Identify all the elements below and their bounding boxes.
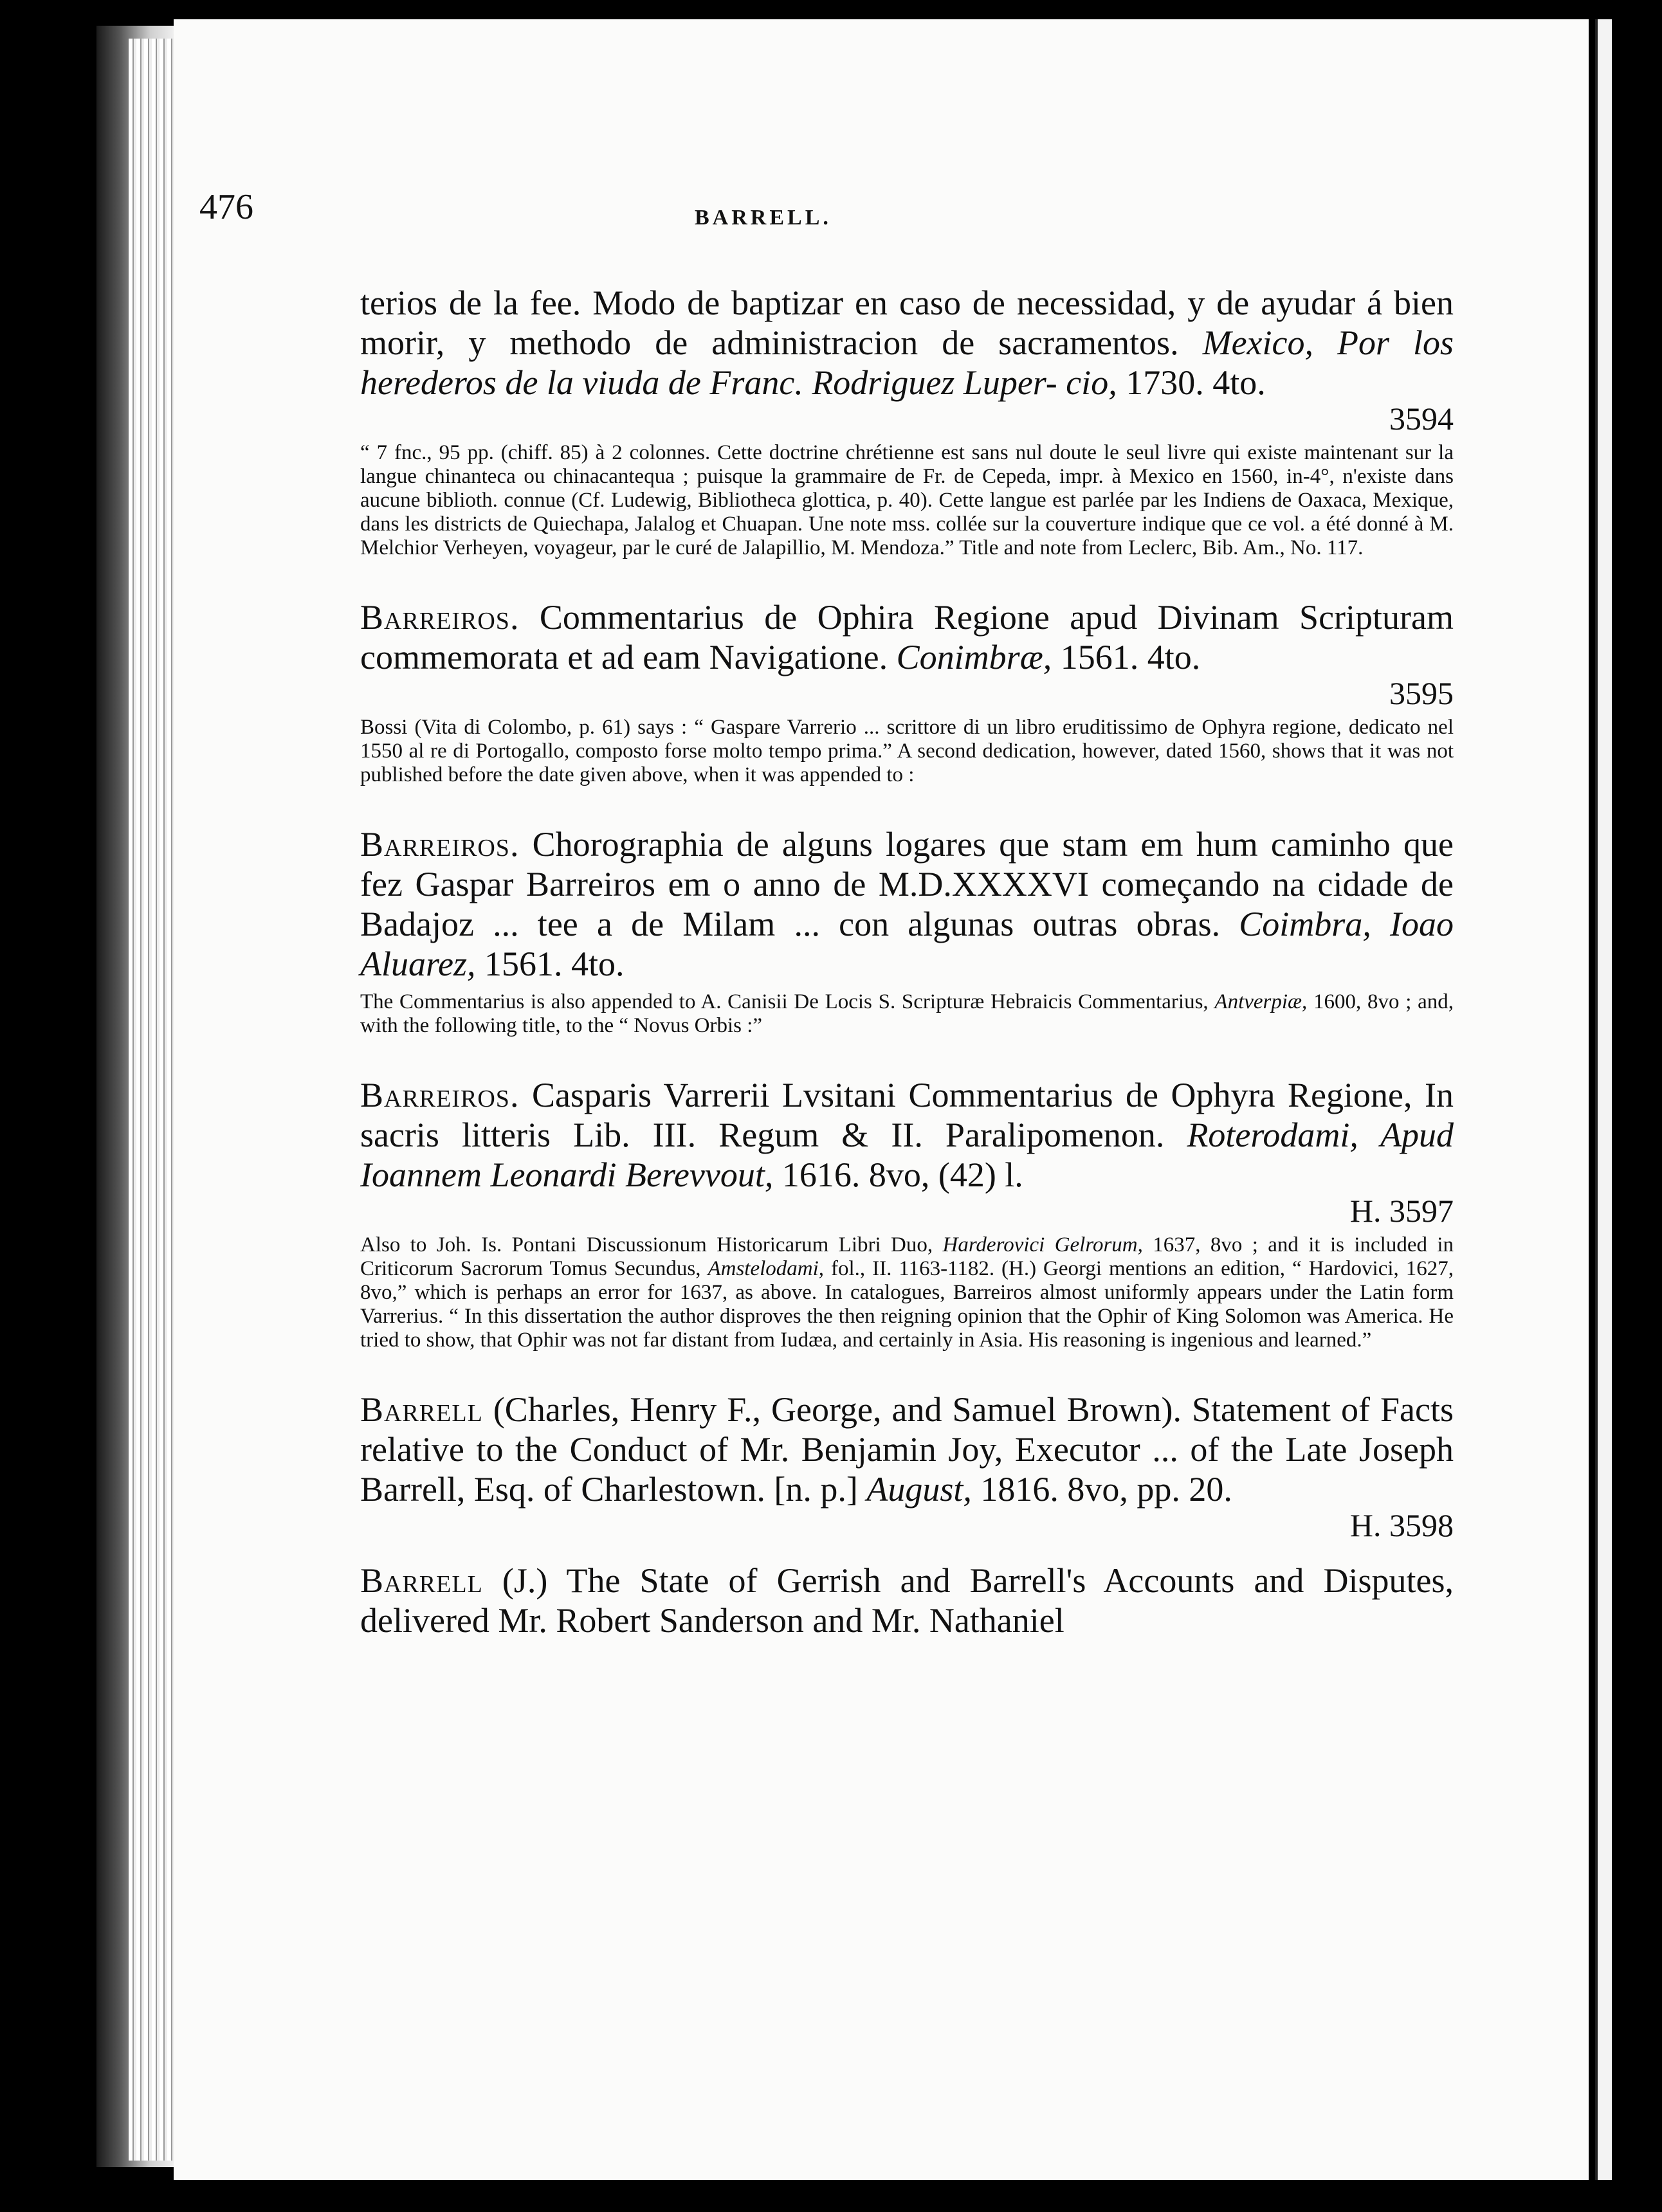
imprint-tail: 1561. 4to. <box>475 945 625 983</box>
imprint-italic: Mexico, Por los herederos de la viuda de Franc. Rodriguez Luper- <box>360 323 1454 402</box>
entry-number: 3595 <box>1389 675 1454 711</box>
page-edges <box>129 39 180 2161</box>
running-head: BARRELL. <box>695 206 832 230</box>
entry-title: Casparis Varrerii Lvsitani Commentarius de Ophyra Regione, In sacris litteris Lib. III. Regum & II. Paralipomenon. <box>360 1076 1454 1154</box>
entry-3598 <box>360 1390 1454 1541</box>
entry-main-text <box>360 1390 1454 1509</box>
entry-author: Barreiros. <box>360 598 520 637</box>
entry-3599 <box>360 1561 1454 1640</box>
entry-author: Barrell <box>360 1561 483 1600</box>
entry-number: H. 3598 <box>1349 1507 1454 1543</box>
entry-3596 <box>360 824 1454 1038</box>
note-text: The Commentarius is also appended to A. Canisii De Locis S. Scripturæ Hebraicis Commentarius, <box>360 990 1215 1013</box>
entry-title: (Charles, Henry F., George, and Samuel Brown). Statement of Facts relative to the Conduct of Mr. Benjamin Joy, Executor ... of the Late Joseph Barrell, Esq. of Charlestown. [n. p.] <box>360 1390 1454 1509</box>
entry-number: H. 3597 <box>1349 1193 1454 1229</box>
imprint-italic: Coimbra, Ioao Aluarez, <box>360 905 1454 983</box>
entry-line: terios de la fee. Modo de baptizar en caso de necessidad, y de <box>360 284 1250 322</box>
note-text: fol., II. 1163-1182. (H.) Georgi mentions an edition, “ Hardovici, 1627, 8vo,” which is perhaps an error for 1637, as above. In catalogues, Barreiros almost uniformly appears under the Latin form Varrerius. “ In this dissertation the author disproves the then reigning opinion that the Ophir of King Solomon was America. He tried to show, that Ophir was not far distant from Iudæa, and certainly in Asia. His reasoning is ingenious and learned.” <box>360 1257 1454 1352</box>
entry-note: “ 7 fnc., 95 pp. (chiff. 85) à 2 colonnes. Cette doctrine chrétienne est sans nul doute le seul livre qui existe maintenant sur la langue chinanteca ou chinacantequa ; puisque la grammaire de Fr. de Cepeda, impr. à Mexico en 1560, in-4°, n'existe dans aucune biblioth. connue (Cf. Ludewig, Bibliotheca glottica, p. 40). Cette langue est parlée par les Indiens de Oaxaca, Mexique, dans les districts de Quiechapa, Jalalog et Chuapan. Une note mss. collée sur la couverture indique que ce vol. a été donné à M. Melchior Verheyen, voyageur, par le curé de Jalapillio, M. Mendoza.” Title and note from Leclerc, Bib. Am., No. 117. <box>360 441 1454 559</box>
entry-note <box>360 990 1454 1038</box>
entry-main-text <box>360 283 1454 403</box>
note-italic: Harderovici Gelrorum, <box>942 1233 1143 1256</box>
imprint-italic: August, <box>866 1470 972 1509</box>
entry-3595 <box>360 597 1454 787</box>
entry-author: Barreiros. <box>360 825 520 864</box>
entry-title: Commentarius de Ophira Regione apud Divinam Scripturam commemorata et ad eam Navigatione. <box>360 598 1454 676</box>
facing-page-edge <box>1595 19 1612 2180</box>
imprint-tail: 1730. 4to. <box>1117 363 1266 402</box>
imprint-tail: 1561. 4to. <box>1052 638 1201 676</box>
entry-number: 3594 <box>1389 401 1454 437</box>
entry-title: (J.) The State of Gerrish and Barrell's Accounts and Disputes, delivered Mr. Robert Sanderson and Mr. Nathaniel <box>360 1561 1454 1640</box>
note-text: 1637, 8vo ; and it is included in Criticorum Sacrorum Tomus Secundus, <box>360 1233 1454 1280</box>
imprint-tail: 1616. 8vo, (42) l. <box>773 1156 1023 1194</box>
entry-note <box>360 1233 1454 1352</box>
imprint-tail: 1816. 8vo, pp. 20. <box>971 1470 1232 1509</box>
entry-main-text <box>360 597 1454 677</box>
imprint-italic: Conimbræ, <box>896 638 1052 676</box>
page-number: 476 <box>199 187 253 227</box>
entry-note: Bossi (Vita di Colombo, p. 61) says : “ Gaspare Varrerio ... scrittore di un libro eruditissimo de Ophyra regione, dedicato nel 1550 al re di Portogallo, composto forse molto tempo prima.” A second dedication, however, dated 1560, shows that it was not published before the date given above, when it was appended to : <box>360 716 1454 786</box>
imprint-italic: cio, <box>1066 363 1117 402</box>
note-italic: Amstelodami, <box>708 1257 825 1280</box>
entry-line: ayudar á bien morir, y methodo de administracion de sacramentos. <box>360 284 1454 362</box>
entry-author: Barrell <box>360 1390 483 1429</box>
page-content <box>360 283 1454 1640</box>
note-text: Also to Joh. Is. Pontani Discussionum Historicarum Libri Duo, <box>360 1233 943 1256</box>
entry-3594 <box>360 283 1454 560</box>
note-italic: Antverpiæ, <box>1214 990 1308 1013</box>
entry-main-text <box>360 824 1454 984</box>
entry-main-text <box>360 1075 1454 1195</box>
note-text: 1600, 8vo ; and, with the following title, to the “ Novus Orbis :” <box>360 990 1454 1037</box>
entry-author: Barreiros. <box>360 1076 520 1114</box>
entry-main-text <box>360 1561 1454 1640</box>
imprint-italic: Roterodami, Apud Ioannem Leonardi Berevvout, <box>360 1116 1454 1194</box>
entry-3597 <box>360 1075 1454 1352</box>
entry-title: Chorographia de alguns logares que stam em hum caminho que fez Gaspar Barreiros em o anno de M.D.XXXXVI começando na cidade de Badajoz ... tee a de Milam ... con algunas outras obras. <box>360 825 1454 943</box>
